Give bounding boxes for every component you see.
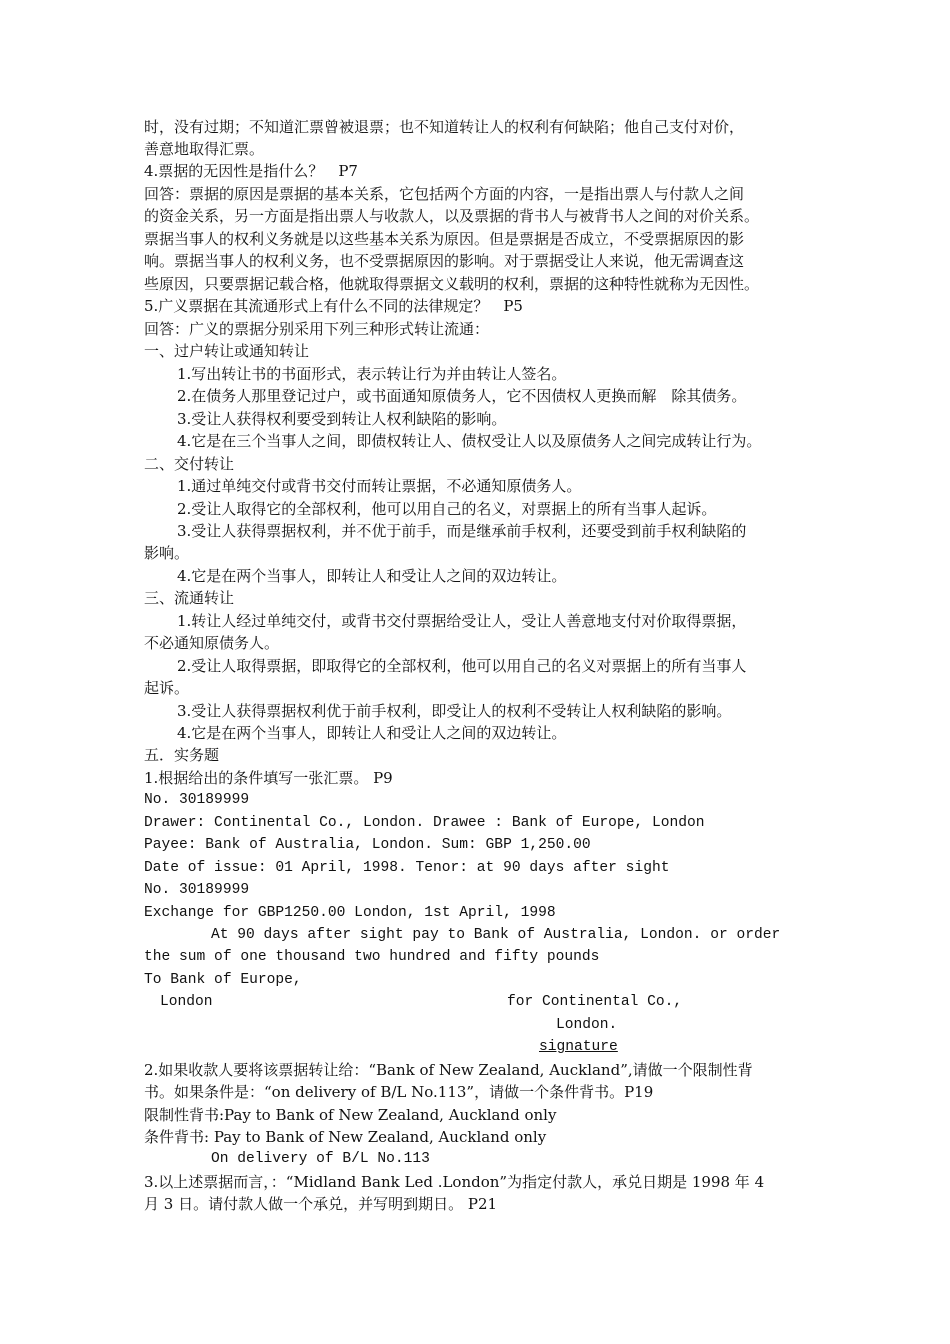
list-item: 4.它是在三个当事人之间，即债权转让人、债权受让人以及原债务人之间完成转让行为。 — [177, 432, 762, 450]
question-heading: 3.以上述票据而言，：“Midland Bank Led .London”为指定付款人，承兑日期是 1998 年 4 — [144, 1173, 765, 1191]
bill-order-line: At 90 days after sight pay to Bank of Australia, London. or order — [211, 927, 781, 943]
restrictive-endorsement: 限制性背书:Pay to Bank of New Zealand, Auckland only — [144, 1106, 557, 1124]
list-item: 3.受让人获得权利要受到转让人权利缺陷的影响。 — [177, 410, 507, 428]
list-item: 1.通过单纯交付或背书交付而转让票据，不必通知原债务人。 — [177, 477, 582, 495]
bill-drawer-city: London. — [556, 1017, 618, 1033]
text-line: Drawer: Continental Co., London. Drawee : Bank of Europe, London — [144, 815, 705, 831]
text-line: 些原因，只要票据记载合格，他就取得票据文义载明的权利，票据的这种特性就称为无因性。 — [144, 275, 760, 293]
conditional-endorsement-condition: On delivery of B/L No.113 — [211, 1151, 430, 1167]
bill-exchange-line: Exchange for GBP1250.00 London, 1st April, 1998 — [144, 905, 556, 921]
list-item: 4.它是在两个当事人，即转让人和受让人之间的双边转让。 — [177, 724, 567, 742]
text-line: Payee: Bank of Australia, London. Sum: GBP 1,250.00 — [144, 837, 591, 853]
text-line: 的资金关系，另一方面是指出票人与收款人，以及票据的背书人与被背书人之间的对价关系。 — [144, 207, 760, 225]
text-line: 回答：广义的票据分别采用下列三种形式转让流通： — [144, 320, 490, 338]
question-heading: 1.根据给出的条件填写一张汇票。 P9 — [144, 769, 393, 787]
text-line: 书。如果条件是：“on delivery of B/L No.113”，请做一个条件背书。P19 — [144, 1083, 654, 1101]
bill-number: No. 30189999 — [144, 882, 250, 898]
text-line: 月 3 日。请付款人做一个承兑，并写明到期日。 P21 — [144, 1195, 498, 1213]
bill-drawer-line: for Continental Co., — [507, 994, 683, 1010]
question-heading: 5.广义票据在其流通形式上有什么不同的法律规定？ P5 — [144, 297, 523, 315]
text-line: 票据当事人的权利义务就是以这些基本关系为原因。但是票据是否成立，不受票据原因的影 — [144, 230, 745, 248]
bill-number: No. 30189999 — [144, 792, 250, 808]
list-item: 3.受让人获得票据权利，并不优于前手，而是继承前手权利，还要受到前手权利缺陷的 — [177, 522, 747, 540]
list-item: 2.受让人取得它的全部权利，他可以用自己的名义，对票据上的所有当事人起诉。 — [177, 500, 717, 518]
section-heading: 三、流通转让 — [144, 589, 235, 607]
text-line: Date of issue: 01 April, 1998. Tenor: at 90 days after sight — [144, 860, 670, 876]
question-heading: 4.票据的无因性是指什么？ P7 — [144, 162, 358, 180]
section-heading: 五．实务题 — [144, 746, 220, 764]
list-item: 2.在债务人那里登记过户，或书面通知原债务人，它不因债权人更换而解 除其债务。 — [177, 387, 747, 405]
bill-signature: signature — [539, 1039, 618, 1055]
bill-sum-line: the sum of one thousand two hundred and fifty pounds — [144, 949, 600, 965]
section-heading: 一、过户转让或通知转让 — [144, 342, 310, 360]
list-item: 2.受让人取得票据，即取得它的全部权利，他可以用自己的名义对票据上的所有当事人 — [177, 657, 747, 675]
text-line: 影响。 — [144, 544, 190, 562]
text-line: 回答：票据的原因是票据的基本关系，它包括两个方面的内容，一是指出票人与付款人之间 — [144, 185, 745, 203]
text-line: 响。票据当事人的权利义务，也不受票据原因的影响。对于票据受让人来说，他无需调查这 — [144, 252, 745, 270]
text-line: 善意地取得汇票。 — [144, 140, 265, 158]
text-line: 起诉。 — [144, 679, 190, 697]
bill-drawee-line: To Bank of Europe, — [144, 972, 302, 988]
list-item: 4.它是在两个当事人，即转让人和受让人之间的双边转让。 — [177, 567, 567, 585]
bill-drawee-city: London — [160, 994, 213, 1010]
text-line: 时，没有过期；不知道汇票曾被退票；也不知道转让人的权利有何缺陷；他自己支付对价， — [144, 118, 745, 136]
question-heading: 2.如果收款人要将该票据转让给：“Bank of New Zealand, Auckland”,请做一个限制性背 — [144, 1061, 753, 1079]
list-item: 1.转让人经过单纯交付，或背书交付票据给受让人，受让人善意地支付对价取得票据， — [177, 612, 747, 630]
list-item: 3.受让人获得票据权利优于前手权利，即受让人的权利不受转让人权利缺陷的影响。 — [177, 702, 732, 720]
section-heading: 二、交付转让 — [144, 455, 235, 473]
text-line: 不必通知原债务人。 — [144, 634, 280, 652]
conditional-endorsement: 条件背书: Pay to Bank of New Zealand, Auckland only — [144, 1128, 547, 1146]
list-item: 1.写出转让书的书面形式，表示转让行为并由转让人签名。 — [177, 365, 567, 383]
